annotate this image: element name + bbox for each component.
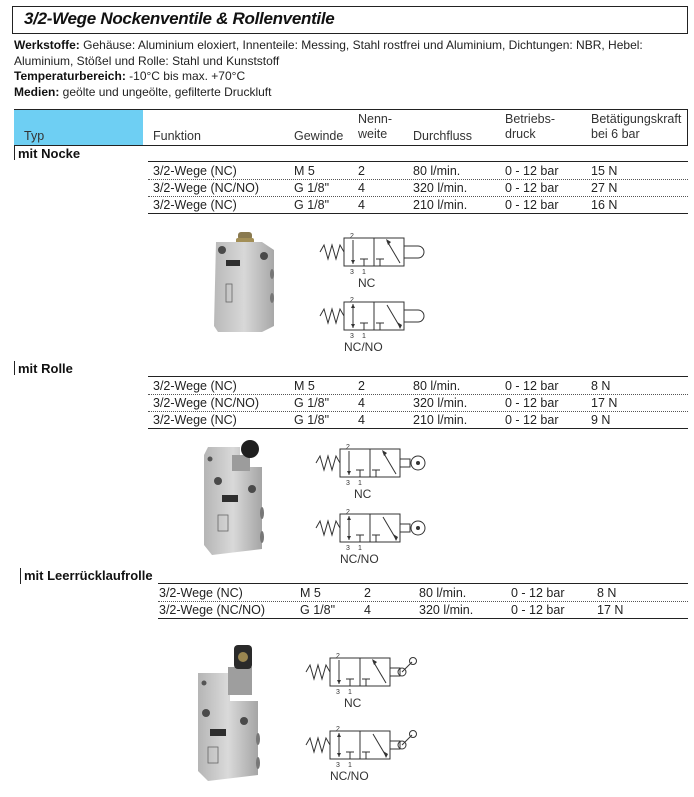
port-label: 2 [346, 444, 350, 451]
table-row [0, 602, 694, 619]
table-row [0, 412, 694, 429]
port-label: 2 [336, 653, 340, 660]
table-row [0, 395, 694, 412]
port-label: 1 [348, 689, 352, 696]
valve-symbol-nc-no [318, 294, 438, 342]
cell-kraft: 9 N [591, 413, 611, 427]
col-typ: Typ [24, 129, 45, 143]
flow-arrow-icon [347, 536, 351, 540]
cell-nennweite: 4 [358, 198, 365, 212]
valve-symbol-nc [318, 230, 438, 278]
cell-funktion: 3/2-Wege (NC) [153, 164, 237, 178]
cell-funktion: 3/2-Wege (NC/NO) [159, 603, 266, 617]
cell-gewinde: G 1/8" [294, 198, 330, 212]
cell-kraft: 17 N [597, 603, 624, 617]
port-label: 2 [350, 233, 354, 240]
port-label: 3 [346, 545, 350, 552]
flow-arrow-icon [351, 260, 355, 264]
section-label: mit Leerrücklaufrolle [24, 568, 153, 583]
cell-funktion: 3/2-Wege (NC) [159, 586, 243, 600]
valve-symbol-nc [304, 650, 424, 698]
table-row [0, 585, 694, 602]
idle-roller-valve-photo [194, 643, 276, 783]
table-row [0, 197, 694, 214]
cell-kraft: 27 N [591, 181, 618, 195]
cell-gewinde: G 1/8" [300, 603, 336, 617]
spring-icon [316, 521, 340, 535]
col-durchfluss: Durchfluss [413, 129, 473, 143]
cell-betriebsdruck: 0 - 12 bar [505, 181, 559, 195]
cam-actuator-icon [404, 310, 424, 322]
section-bottom-rule [148, 213, 688, 214]
werkstoffe-text-2: Aluminium, Stößel und Rolle: Stahl und Kunststoff [14, 53, 280, 68]
col-gewinde: Gewinde [294, 129, 344, 143]
col-betriebsdruck-1: Betriebs- [505, 112, 556, 126]
flow-arrow-icon [337, 753, 341, 757]
col-kraft-1: Betätigungskraft [591, 112, 682, 126]
cell-nennweite: 2 [358, 164, 365, 178]
col-betriebsdruck-2: druck [505, 127, 536, 141]
header-bottom-rule [14, 145, 688, 146]
cell-nennweite: 4 [358, 413, 365, 427]
spring-icon [306, 665, 330, 679]
cell-kraft: 15 N [591, 164, 618, 178]
cell-durchfluss: 80 l/min. [419, 586, 467, 600]
cell-betriebsdruck: 0 - 12 bar [505, 396, 559, 410]
cell-gewinde: M 5 [300, 586, 321, 600]
media-text: geölte und ungeölte, gefilterte Druckluft [59, 84, 272, 99]
col-nennweite-2: weite [358, 127, 388, 141]
cell-betriebsdruck: 0 - 12 bar [505, 413, 559, 427]
cell-nennweite: 4 [358, 396, 365, 410]
table-row [0, 163, 694, 180]
materials-info [14, 38, 690, 100]
spring-icon [320, 309, 344, 323]
port-label: 1 [362, 269, 366, 276]
diagram-label: NC [344, 696, 362, 710]
port-label: 1 [362, 333, 366, 340]
cell-durchfluss: 80 l/min. [413, 164, 461, 178]
roller-wheel [241, 440, 259, 458]
col-funktion: Funktion [153, 129, 201, 143]
valve-symbol-nc-no [304, 723, 424, 771]
cell-funktion: 3/2-Wege (NC) [153, 413, 237, 427]
table-row [0, 378, 694, 395]
cell-funktion: 3/2-Wege (NC/NO) [153, 396, 260, 410]
cell-funktion: 3/2-Wege (NC) [153, 198, 237, 212]
section-label: mit Rolle [18, 361, 73, 376]
section-marker [20, 568, 21, 584]
col-betaetigungskraft [591, 112, 681, 142]
port-label: 2 [350, 297, 354, 304]
section-bottom-rule [158, 618, 688, 619]
diagram-label: NC/NO [340, 552, 379, 566]
cell-gewinde: G 1/8" [294, 181, 330, 195]
port-label: 1 [348, 762, 352, 769]
cell-durchfluss: 320 l/min. [413, 396, 468, 410]
section-top-rule [158, 583, 688, 584]
port-label: 3 [350, 269, 354, 276]
port-label: 3 [346, 480, 350, 487]
cam-actuator-icon [404, 246, 424, 258]
spring-icon [316, 456, 340, 470]
section-top-rule [148, 376, 688, 377]
port-label: 3 [350, 333, 354, 340]
temperature-text: -10°C bis max. +70°C [125, 69, 246, 83]
port-label: 2 [346, 509, 350, 516]
section-marker [14, 146, 15, 160]
port-label: 2 [336, 726, 340, 733]
cell-gewinde: G 1/8" [294, 413, 330, 427]
spring-icon [306, 738, 330, 752]
cell-betriebsdruck: 0 - 12 bar [505, 164, 559, 178]
section-top-rule [148, 161, 688, 162]
port-label: 1 [358, 480, 362, 487]
cell-betriebsdruck: 0 - 12 bar [505, 379, 559, 393]
diagram-label: NC/NO [344, 340, 383, 354]
spring-icon [320, 245, 344, 259]
col-nennweite-1: Nenn- [358, 112, 393, 126]
cell-nennweite: 4 [364, 603, 371, 617]
cell-betriebsdruck: 0 - 12 bar [505, 198, 559, 212]
diagram-label: NC [358, 276, 376, 290]
media-label: Medien: [14, 84, 60, 99]
cell-nennweite: 2 [364, 586, 371, 600]
col-kraft-2: bei 6 bar [591, 127, 640, 141]
cell-betriebsdruck: 0 - 12 bar [511, 603, 565, 617]
section-marker [14, 361, 15, 375]
cell-durchfluss: 320 l/min. [419, 603, 474, 617]
valve-symbol-nc [314, 441, 434, 489]
roller-valve-photo [200, 437, 280, 557]
col-nennweite [358, 112, 392, 142]
temperature-label: Temperaturbereich: [14, 69, 126, 83]
flow-arrow-icon [337, 680, 341, 684]
valve-symbol-nc-no [314, 506, 434, 554]
cell-durchfluss: 210 l/min. [413, 413, 468, 427]
cell-nennweite: 4 [358, 181, 365, 195]
cell-gewinde: G 1/8" [294, 396, 330, 410]
cell-betriebsdruck: 0 - 12 bar [511, 586, 565, 600]
werkstoffe-text: Gehäuse: Aluminium eloxiert, Innenteile: Messing, Stahl rostfrei und Aluminium, Dichtungen: NBR, Hebel: [79, 38, 643, 52]
cell-durchfluss: 210 l/min. [413, 198, 468, 212]
cell-funktion: 3/2-Wege (NC/NO) [153, 181, 260, 195]
werkstoffe-label: Werkstoffe: [14, 38, 80, 52]
table-row [0, 180, 694, 197]
section-label: mit Nocke [18, 146, 81, 161]
cell-gewinde: M 5 [294, 379, 315, 393]
port-label: 3 [336, 689, 340, 696]
header-right-rule [687, 109, 688, 146]
port-label: 3 [336, 762, 340, 769]
cell-kraft: 17 N [591, 396, 618, 410]
diagram-label: NC [354, 487, 372, 501]
cell-nennweite: 2 [358, 379, 365, 393]
col-betriebsdruck [505, 112, 555, 142]
cell-kraft: 8 N [591, 379, 611, 393]
flow-arrow-icon [351, 324, 355, 328]
page-title: 3/2-Wege Nockenventile & Rollenventile [24, 9, 335, 28]
cell-kraft: 16 N [591, 198, 618, 212]
diagram-label: NC/NO [330, 769, 369, 783]
cell-kraft: 8 N [597, 586, 617, 600]
cam-valve-photo [212, 228, 278, 336]
cell-durchfluss: 80 l/min. [413, 379, 461, 393]
cell-durchfluss: 320 l/min. [413, 181, 468, 195]
flow-arrow-icon [347, 471, 351, 475]
cell-gewinde: M 5 [294, 164, 315, 178]
cell-funktion: 3/2-Wege (NC) [153, 379, 237, 393]
header-top-rule [14, 109, 688, 110]
section-bottom-rule [148, 428, 688, 429]
port-label: 1 [358, 545, 362, 552]
